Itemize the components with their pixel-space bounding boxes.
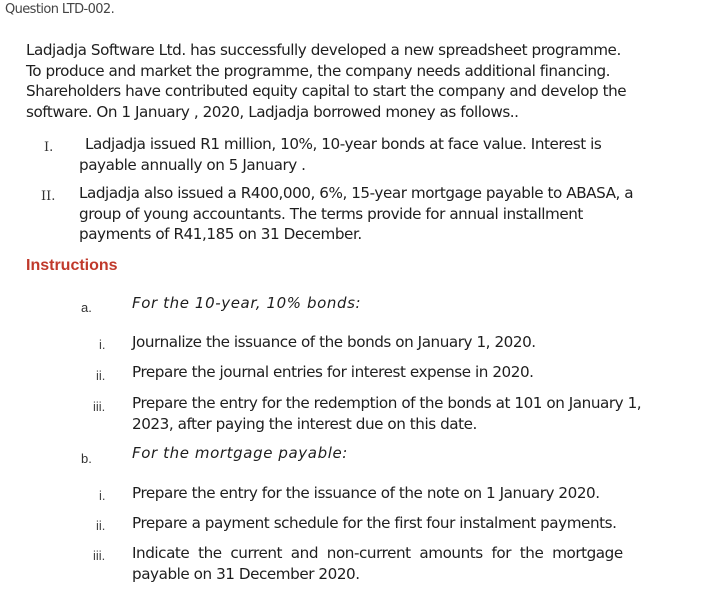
task-number: i. <box>99 337 106 352</box>
item-text <box>79 183 633 245</box>
intro-line: software. On 1 January , 2020, Ladjadja borrowed money as follows.. <box>26 102 519 121</box>
task-text <box>132 393 641 434</box>
item-line: Ladjadja also issued a R400,000, 6%, 15-year mortgage payable to ABASA, a <box>79 184 634 202</box>
task-line: Prepare a payment schedule for the first four instalment payments. <box>132 514 617 532</box>
task-line: Prepare the journal entries for interest expense in 2020. <box>132 363 534 381</box>
task-text <box>132 543 623 584</box>
item-text <box>79 134 601 175</box>
instructions-title: Instructions <box>26 257 118 274</box>
task-text <box>132 513 616 534</box>
task-line: Prepare the entry for the redemption of the bonds at 101 on January 1, <box>132 394 642 412</box>
task-number: i. <box>99 488 106 503</box>
task-text <box>132 483 600 504</box>
task-text <box>132 332 536 353</box>
item-numeral: II. <box>41 189 56 204</box>
task-text <box>132 362 534 383</box>
part-heading: For the mortgage payable: <box>132 444 348 462</box>
item-line: payable annually on 5 January . <box>79 155 306 174</box>
intro-line: To produce and market the programme, the company needs additional financing. <box>26 61 611 80</box>
task-line: 2023, after paying the interest due on this date. <box>132 414 477 433</box>
task-line: Journalize the issuance of the bonds on January 1, 2020. <box>132 333 536 351</box>
part-letter: a. <box>81 300 92 315</box>
task-line: payable on 31 December 2020. <box>132 564 360 583</box>
part-heading: For the 10-year, 10% bonds: <box>132 294 362 312</box>
item-numeral: I. <box>44 140 54 155</box>
task-number: iii. <box>93 548 106 563</box>
item-line: group of young accountants. The terms provide for annual installment <box>79 204 583 223</box>
part-letter: b. <box>81 451 92 466</box>
question-heading: Question LTD-002. <box>5 2 115 17</box>
task-number: iii. <box>93 399 106 414</box>
task-number: ii. <box>96 518 106 533</box>
task-number: ii. <box>96 368 106 383</box>
intro-line: Shareholders have contributed equity capital to start the company and develop the <box>26 82 627 100</box>
intro-paragraph <box>26 40 706 122</box>
item-line: Ladjadja issued R1 million, 10%, 10-year bonds at face value. Interest is <box>85 135 602 153</box>
task-line: Indicate the current and non-current amounts for the mortgage <box>132 544 623 562</box>
intro-line: Ladjadja Software Ltd. has successfully developed a new spreadsheet programme. <box>26 41 621 59</box>
task-line: Prepare the entry for the issuance of the note on 1 January 2020. <box>132 484 600 502</box>
item-line: payments of R41,185 on 31 December. <box>79 225 362 243</box>
